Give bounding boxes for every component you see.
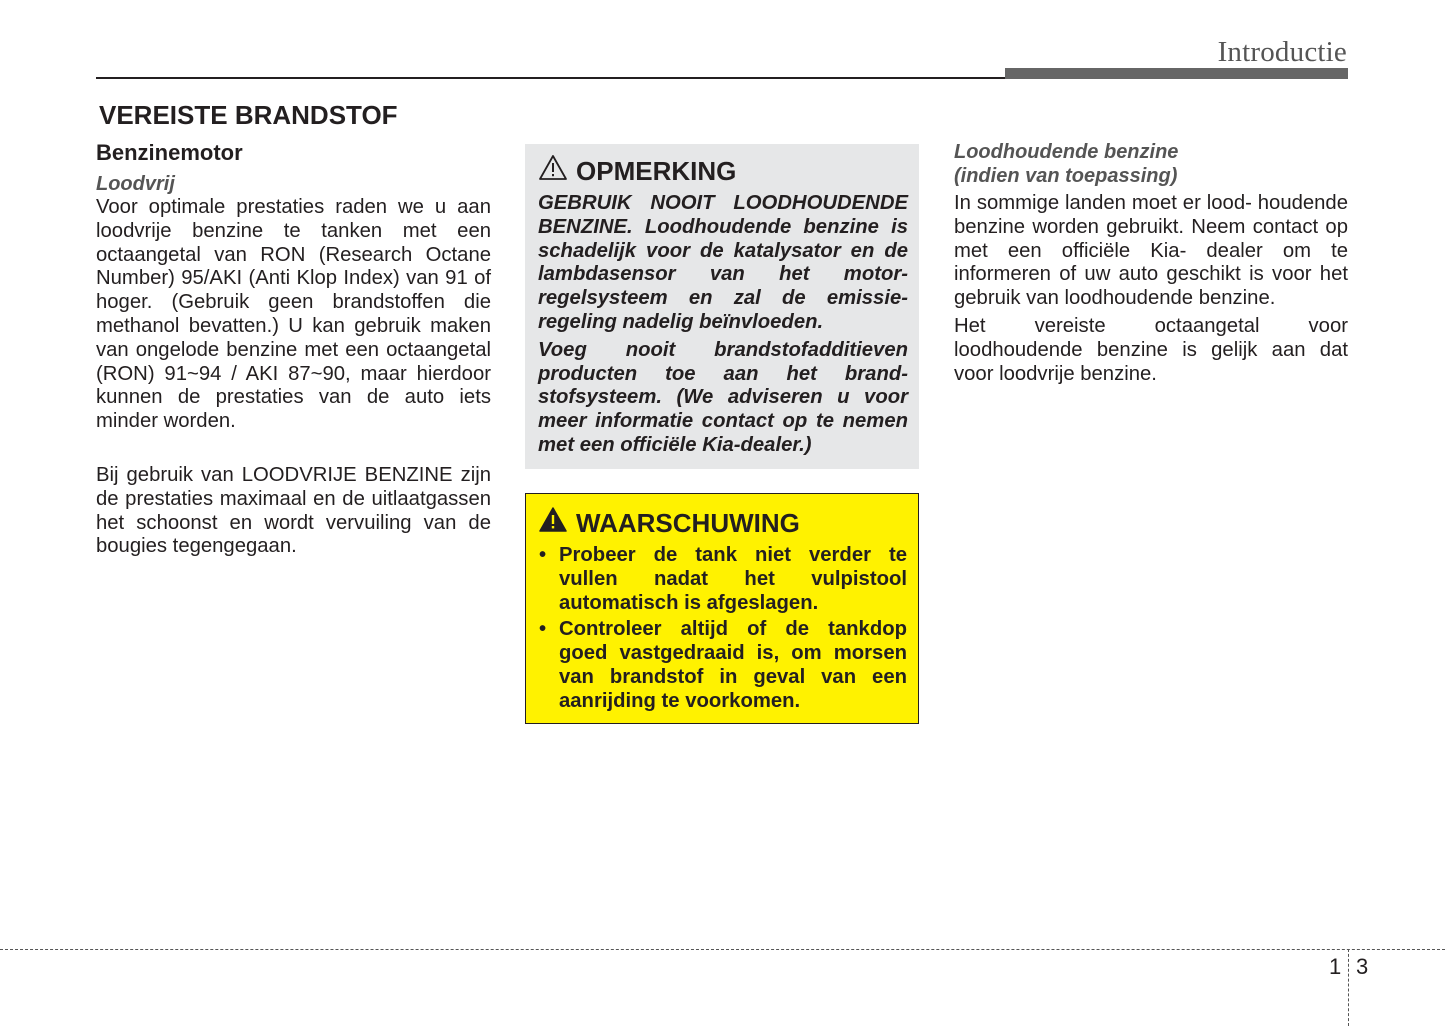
warning-triangle-icon <box>538 506 568 540</box>
leaded-paragraph-2: Het vereiste octaangetal voor loodhoudende benzine is gelijk aan dat voor loodvrije benzine. <box>954 314 1348 385</box>
note-header <box>538 154 908 188</box>
header-accent-bar <box>1005 68 1348 79</box>
leaded-paragraph-1: In sommige landen moet er lood- houdende benzine worden gebruikt. Neem contact op met een officiële Kia- dealer om te informeren of uw auto geschikt is voor het gebruik van loodhoudende benzine. <box>954 192 1348 310</box>
caution-outline-icon <box>538 154 568 188</box>
warning-item: • Probeer de tank niet verder te vullen nadat het vulpistool automatisch is afgeslagen. <box>538 544 907 615</box>
unleaded-paragraph: Voor optimale prestaties raden we u aan loodvrije benzine te tanken met een octaangetal van RON (Research Octane Number) 95/AKI (Anti Klop Index) van 91 of hoger. (Gebruik geen brandstoffen die methanol bevatten.) U kan gebruik maken van ongelode benzine met een octaangetal (RON) 91~94 / AKI 87~90, maar hierdoor kunnen de prestaties van de auto iets minder worden. <box>96 196 491 433</box>
warning-title: WAARSCHUWING <box>576 507 800 538</box>
unleaded-subheading: Loodvrij <box>96 173 175 195</box>
footer-dashed-rule <box>0 949 1445 950</box>
right-column <box>954 140 1348 386</box>
note-box <box>525 144 919 469</box>
warning-header <box>538 506 907 540</box>
page-number-separator <box>1348 949 1349 1026</box>
unleaded-benefits-paragraph: Bij gebruik van LOODVRIJE BENZINE zijn de prestaties maximaal en de uitlaatgassen het schoonst en wordt vervuiling van de bougies tegengegaan. <box>96 463 491 558</box>
engine-heading: Benzinemotor <box>96 140 243 165</box>
warning-item: • Controleer altijd of de tankdop goed vastgedraaid is, om morsen van brandstof in geval van een aanrijding te voorkomen. <box>538 618 907 713</box>
note-paragraph-2: Voeg nooit brandstofadditieven producten toe aan het brand- stofsysteem. (We adviseren u voor meer informatie contact op te nemen met een officiële Kia-dealer.) <box>538 338 908 456</box>
header-title: Introductie <box>1217 36 1347 68</box>
leaded-subheading-line1: Loodhoudende benzine <box>954 141 1179 163</box>
leaded-subheading-line2: (indien van toepassing) <box>954 165 1178 187</box>
chapter-number: 1 <box>1329 954 1342 979</box>
warning-list <box>538 544 907 714</box>
section-title: VEREISTE BRANDSTOF <box>99 100 398 130</box>
note-paragraph-1: GEBRUIK NOOIT LOODHOUDENDE BENZINE. Loodhoudende benzine is schadelijk voor de katalysator en de lambdasensor van het motor- regelsysteem en zal de emissie- regeling nadelig beïnvloeden. <box>538 192 908 333</box>
header-rule <box>96 77 1006 79</box>
left-column <box>96 140 491 559</box>
note-title: OPMERKING <box>576 155 737 186</box>
warning-box <box>525 493 919 724</box>
page-number: 3 <box>1356 954 1369 979</box>
